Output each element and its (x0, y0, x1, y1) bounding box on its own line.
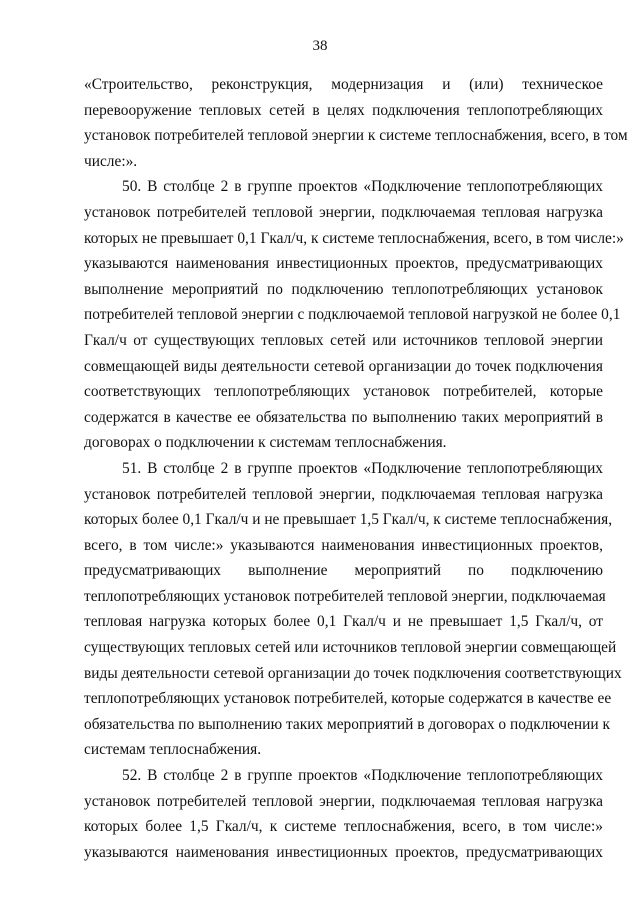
text-line: которых более 1,5 Гкал/ч, к системе теплоснабжения, всего, в том числе:» (84, 818, 603, 836)
text-line: которых не превышает 0,1 Гкал/ч, к системе теплоснабжения, всего, в том числе:» (84, 229, 624, 247)
text-line: указываются наименования инвестиционных проектов, предусматривающих (84, 255, 603, 273)
text-line: которых более 0,1 Гкал/ч и не превышает 1,5 Гкал/ч, к системе теплоснабжения, (84, 511, 613, 529)
text-line: предусматривающих выполнение мероприятий по подключению (84, 562, 603, 580)
text-line: обязательства по выполнению таких мероприятий в договорах о подключении к (84, 715, 610, 733)
text-line: потребителей тепловой энергии с подключаемой тепловой нагрузкой не более 0,1 (84, 306, 621, 324)
text-line: Гкал/ч от существующих тепловых сетей или источников тепловой энергии (84, 331, 603, 349)
text-line: 51. В столбце 2 в группе проектов «Подключение теплопотребляющих (122, 459, 603, 477)
text-line: соответствующих теплопотребляющих установок потребителей, которые (84, 383, 603, 401)
text-line: установок потребителей тепловой энергии к системе теплоснабжения, всего, в том (84, 127, 628, 145)
document-body (84, 72, 628, 865)
text-line: теплопотребляющих установок потребителей, которые содержатся в качестве ее (84, 690, 612, 708)
text-line: установок потребителей тепловой энергии, подключаемая тепловая нагрузка (84, 203, 603, 221)
text-line: всего, в том числе:» указываются наименования инвестиционных проектов, (84, 536, 603, 554)
text-line: установок потребителей тепловой энергии, подключаемая тепловая нагрузка (84, 792, 603, 810)
text-line: перевооружение тепловых сетей в целях подключения теплопотребляющих (84, 101, 603, 119)
text-line: 50. В столбце 2 в группе проектов «Подключение теплопотребляющих (122, 178, 603, 196)
page-number: 38 (312, 38, 328, 54)
text-line: числе:». (84, 152, 138, 170)
text-line: теплопотребляющих установок потребителей тепловой энергии, подключаемая (84, 587, 606, 605)
text-line: тепловая нагрузка которых более 0,1 Гкал/ч и не превышает 1,5 Гкал/ч, от (84, 613, 603, 631)
text-line: выполнение мероприятий по подключению теплопотребляющих установок (84, 280, 603, 298)
text-line: 52. В столбце 2 в группе проектов «Подключение теплопотребляющих (122, 767, 603, 785)
text-line: установок потребителей тепловой энергии, подключаемая тепловая нагрузка (84, 485, 603, 503)
text-line: «Строительство, реконструкция, модернизация и (или) техническое (84, 76, 603, 93)
text-line: указываются наименования инвестиционных проектов, предусматривающих (84, 843, 603, 861)
text-line: виды деятельности сетевой организации до точек подключения соответствующих (84, 664, 622, 682)
text-line: совмещающей виды деятельности сетевой организации до точек подключения (84, 357, 603, 375)
text-line: существующих тепловых сетей или источников тепловой энергии совмещающей (84, 639, 617, 657)
text-line: договорах о подключении к системам теплоснабжения. (84, 434, 447, 452)
text-line: содержатся в качестве ее обязательства по выполнению таких мероприятий в (84, 408, 603, 426)
text-line: системам теплоснабжения. (84, 741, 262, 759)
